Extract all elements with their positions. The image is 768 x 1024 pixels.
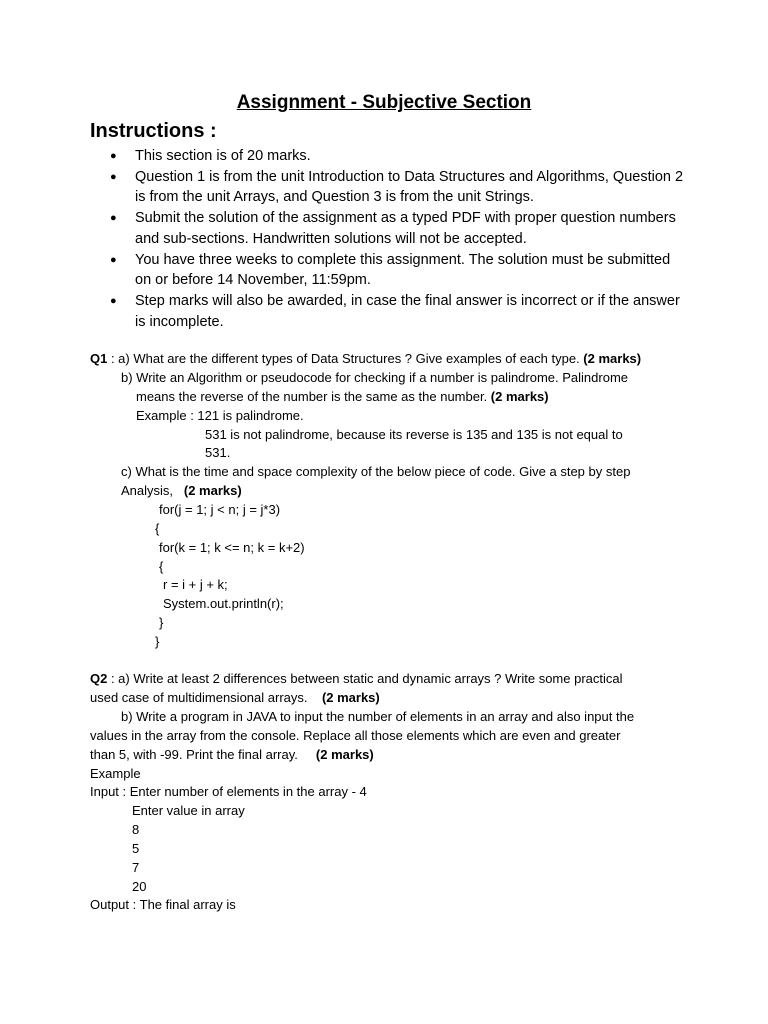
code-line: for(k = 1; k <= n; k = k+2) xyxy=(159,540,305,555)
q2-a-marks: (2 marks) xyxy=(321,690,380,705)
q2-output-line: Output : The final array is xyxy=(90,897,236,912)
instructions-heading: Instructions : xyxy=(90,120,217,142)
q2-part-b-line1: b) Write a program in JAVA to input the number of elements in an array and also input the xyxy=(121,709,635,724)
q1-c-marks: (2 marks) xyxy=(183,483,242,498)
code-line: System.out.println(r); xyxy=(163,596,284,611)
q2-input-value: 8 xyxy=(132,822,140,837)
q1-label: Q1 xyxy=(90,351,108,366)
instructions-list xyxy=(90,146,690,332)
code-line: r = i + j + k; xyxy=(163,577,228,592)
code-line: { xyxy=(159,559,164,574)
q2-part-b-line2: values in the array from the console. Replace all those elements which are even and greater xyxy=(90,728,621,743)
q1-example-1: Example : 121 is palindrome. xyxy=(136,408,304,423)
q1-part-c-line2: Analysis, (2 marks) xyxy=(121,483,242,498)
q1-part-b-line1: b) Write an Algorithm or pseudocode for checking if a number is palindrome. Palindrome xyxy=(121,370,629,385)
q1-part-c-line1: c) What is the time and space complexity of the below piece of code. Give a step by step xyxy=(121,464,631,479)
q1-part-b-line2: means the reverse of the number is the same as the number. (2 marks) xyxy=(136,389,549,404)
q2-example-label: Example xyxy=(90,766,141,781)
q2-part-a-line2: used case of multidimensional arrays. (2 marks) xyxy=(90,690,380,705)
q1-b-marks: (2 marks) xyxy=(490,389,549,404)
instruction-item: ● This section is of 20 marks. xyxy=(90,146,690,167)
code-line: } xyxy=(155,634,160,649)
instruction-item: ● Step marks will also be awarded, in case the final answer is incorrect or if the answer is incomplete. xyxy=(90,291,690,332)
instruction-item: ● You have three weeks to complete this assignment. The solution must be submitted on or before 14 November, 11:59pm. xyxy=(90,250,690,291)
instruction-item: ● Question 1 is from the unit Introduction to Data Structures and Algorithms, Question 2 is from the unit Arrays, and Question 3 is from the unit Strings. xyxy=(90,167,690,208)
q2-input-value: 5 xyxy=(132,841,140,856)
q1-a-marks: (2 marks) xyxy=(583,351,642,366)
page-title: Assignment - Subjective Section xyxy=(236,92,532,113)
instruction-item: ● Submit the solution of the assignment as a typed PDF with proper question numbers and sub-sections. Handwritten solutions will not be accepted. xyxy=(90,208,690,249)
q1-part-a: Q1 : a) What are the different types of Data Structures ? Give examples of each type. (2 marks) xyxy=(90,351,642,366)
q1-example-3: 531. xyxy=(205,445,231,460)
q2-input-value: 20 xyxy=(132,879,147,894)
code-line: for(j = 1; j < n; j = j*3) xyxy=(159,502,281,517)
q2-enter-value: Enter value in array xyxy=(132,803,245,818)
q2-part-b-line3: than 5, with -99. Print the final array. (2 marks) xyxy=(90,747,374,762)
q2-part-a-line1: Q2 : a) Write at least 2 differences between static and dynamic arrays ? Write some practical xyxy=(90,671,623,686)
q2-b-marks: (2 marks) xyxy=(315,747,374,762)
q2-input-line: Input : Enter number of elements in the array - 4 xyxy=(90,784,367,799)
code-line: { xyxy=(155,521,160,536)
q1-example-2: 531 is not palindrome, because its reverse is 135 and 135 is not equal to xyxy=(205,427,623,442)
code-line: } xyxy=(159,615,164,630)
q2-label: Q2 xyxy=(90,671,108,686)
q2-input-value: 7 xyxy=(132,860,140,875)
